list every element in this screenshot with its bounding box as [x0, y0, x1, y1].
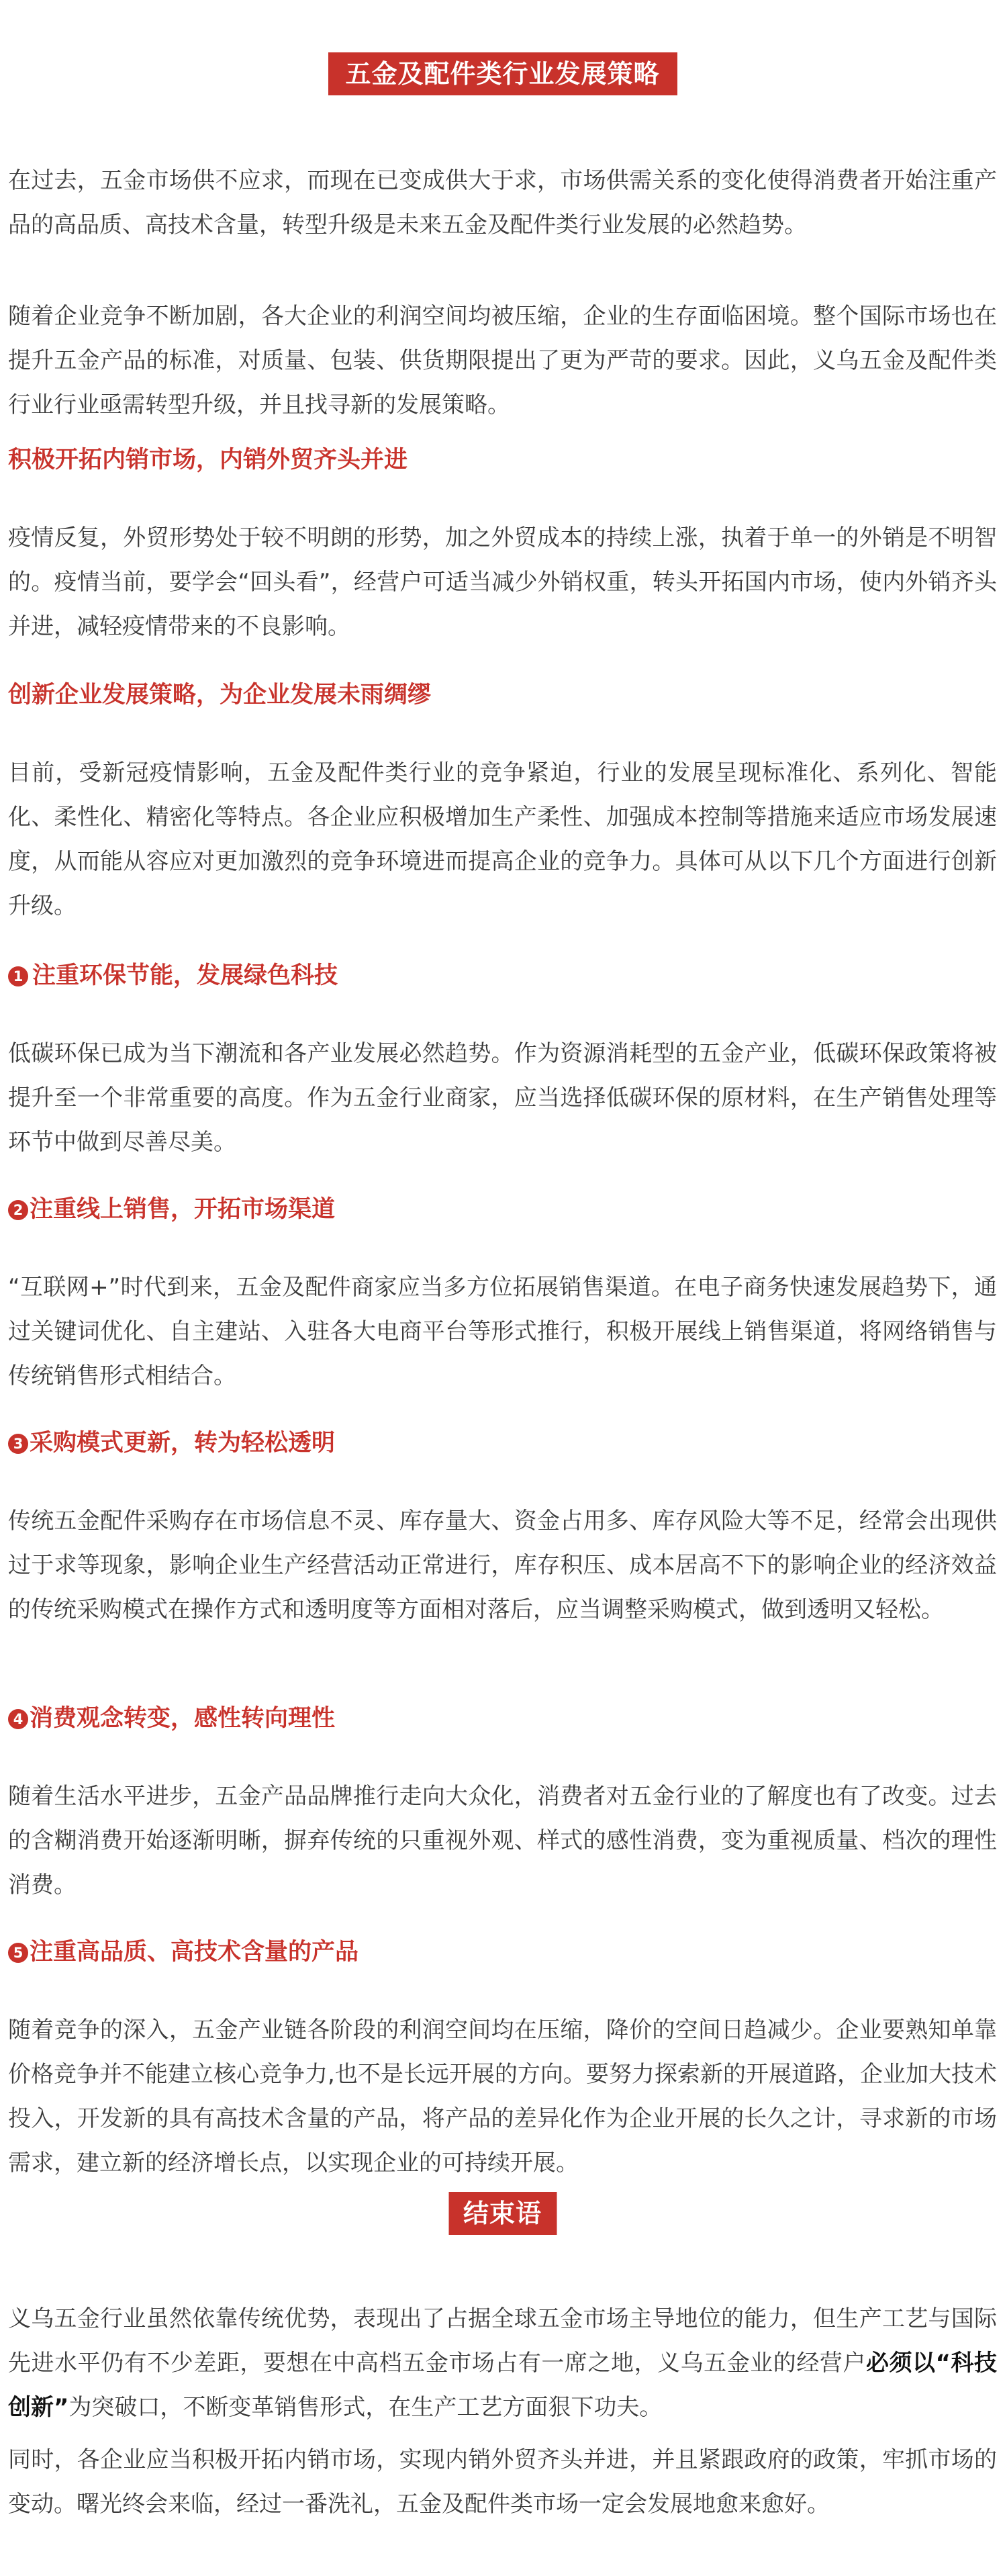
conclusion-title: 结束语 — [448, 2192, 557, 2235]
conclusion-emphasis: 必须以“科技创新” — [8, 2350, 997, 2421]
point-body-4: 随着生活水平进步，五金产品品牌推行走向大众化，消费者对五金行业的了解度也有了改变。过去的含糊消费开始逐渐明晰，摒弃传统的只重视外观、样式的感性消费，变为重视质量、档次的理性消费。 — [8, 1783, 997, 1898]
number-4-icon: 4 — [8, 1709, 28, 1729]
section-body-domestic-market: 疫情反复，外贸形势处于较不明朗的形势，加之外贸成本的持续上涨，执着于单一的外销是不明智的。疫情当前，要学会“回头看”，经营户可适当减少外销权重，转头开拓国内市场，使内外销齐头并进，减轻疫情带来的不良影响。 — [8, 524, 997, 640]
number-1-icon: 1 — [8, 966, 28, 986]
intro-paragraph-2: 随着企业竞争不断加剧，各大企业的利润空间均被压缩，企业的生存面临困境。整个国际市场也在提升五金产品的标准，对质量、包装、供货期限提出了更为严苛的要求。因此，义乌五金及配件类行业行业亟需转型升级，并且找寻新的发展策略。 — [8, 303, 997, 418]
page-title: 五金及配件类行业发展策略 — [328, 52, 677, 95]
point-body-5: 随着竞争的深入，五金产业链各阶段的利润空间均在压缩，降价的空间日趋减少。企业要熟知单靠价格竞争并不能建立核心竞争力,也不是长远开展的方向。要努力探索新的开展道路，企业加大技术投入，开发新的具有高技术含量的产品，将产品的差异化作为企业开展的长久之计，寻求新的市场需求，建立新的经济增长点，以实现企业的可持续开展。 — [8, 2017, 997, 2176]
number-3-icon: 3 — [8, 1434, 28, 1454]
intro-paragraph-1: 在过去，五金市场供不应求，而现在已变成供大于求，市场供需关系的变化使得消费者开始注重产品的高品质、高技术含量，转型升级是未来五金及配件类行业发展的必然趋势。 — [8, 167, 997, 238]
section-heading-domestic-market: 积极开拓内销市场，内销外贸齐头并进 — [8, 447, 408, 473]
point-body-3: 传统五金配件采购存在市场信息不灵、库存量大、资金占用多、库存风险大等不足，经常会出现供过于求等现象，影响企业生产经营活动正常进行，库存积压、成本居高不下的影响企业的经济效益的传统采购模式在操作方式和透明度等方面相对落后，应当调整采购模式，做到透明又轻松。 — [8, 1508, 997, 1623]
point-heading-5 — [8, 1935, 997, 1969]
point-heading-4-text: 消费观念转变，感性转向理性 — [30, 1705, 336, 1732]
point-heading-3 — [8, 1426, 997, 1460]
section-body-innovation: 目前，受新冠疫情影响，五金及配件类行业的竞争紧迫，行业的发展呈现标准化、系列化、智能化、柔性化、精密化等特点。各企业应积极增加生产柔性、加强成本控制等措施来适应市场发展速度，从而能从容应对更加激烈的竞争环境进而提高企业的竞争力。具体可从以下几个方面进行创新升级。 — [8, 760, 997, 919]
conclusion-text-after: 为突破口，不断变革销售形式，在生产工艺方面狠下功夫。 — [68, 2394, 663, 2421]
point-heading-5-text: 注重高品质、高技术含量的产品 — [30, 1939, 359, 1966]
number-5-icon: 5 — [8, 1943, 28, 1963]
point-heading-4 — [8, 1702, 997, 1735]
conclusion-paragraph-1 — [8, 2297, 997, 2430]
point-heading-3-text: 采购模式更新，转为轻松透明 — [30, 1430, 336, 1457]
conclusion-paragraph-2: 同时，各企业应当积极开拓内销市场，实现内销外贸齐头并进，并且紧跟政府的政策，牢抓市场的变动。曙光终会来临，经过一番洗礼，五金及配件类市场一定会发展地愈来愈好。 — [8, 2446, 997, 2518]
point-heading-1-text: 注重环保节能，发展绿色科技 — [32, 962, 338, 989]
point-body-2: “互联网+”时代到来，五金及配件商家应当多方位拓展销售渠道。在电子商务快速发展趋势下，通过关键词优化、自主建站、入驻各大电商平台等形式推行，积极开展线上销售渠道，将网络销售与传统销售形式相结合。 — [8, 1274, 997, 1389]
number-2-icon: 2 — [8, 1200, 28, 1220]
point-heading-1 — [8, 959, 997, 993]
section-heading-innovation: 创新企业发展策略，为企业发展未雨绸缪 — [8, 682, 432, 708]
conclusion-text-before: 义乌五金行业虽然依靠传统优势，表现出了占据全球五金市场主导地位的能力，但生产工艺与国际先进水平仍有不少差距，要想在中高档五金市场占有一席之地，义乌五金业的经营户 — [8, 2305, 997, 2377]
point-body-1: 低碳环保已成为当下潮流和各产业发展必然趋势。作为资源消耗型的五金产业，低碳环保政策将被提升至一个非常重要的高度。作为五金行业商家，应当选择低碳环保的原材料，在生产销售处理等环节中做到尽善尽美。 — [8, 1040, 997, 1156]
point-heading-2-text: 注重线上销售，开拓市场渠道 — [30, 1196, 336, 1223]
point-heading-2 — [8, 1193, 997, 1226]
